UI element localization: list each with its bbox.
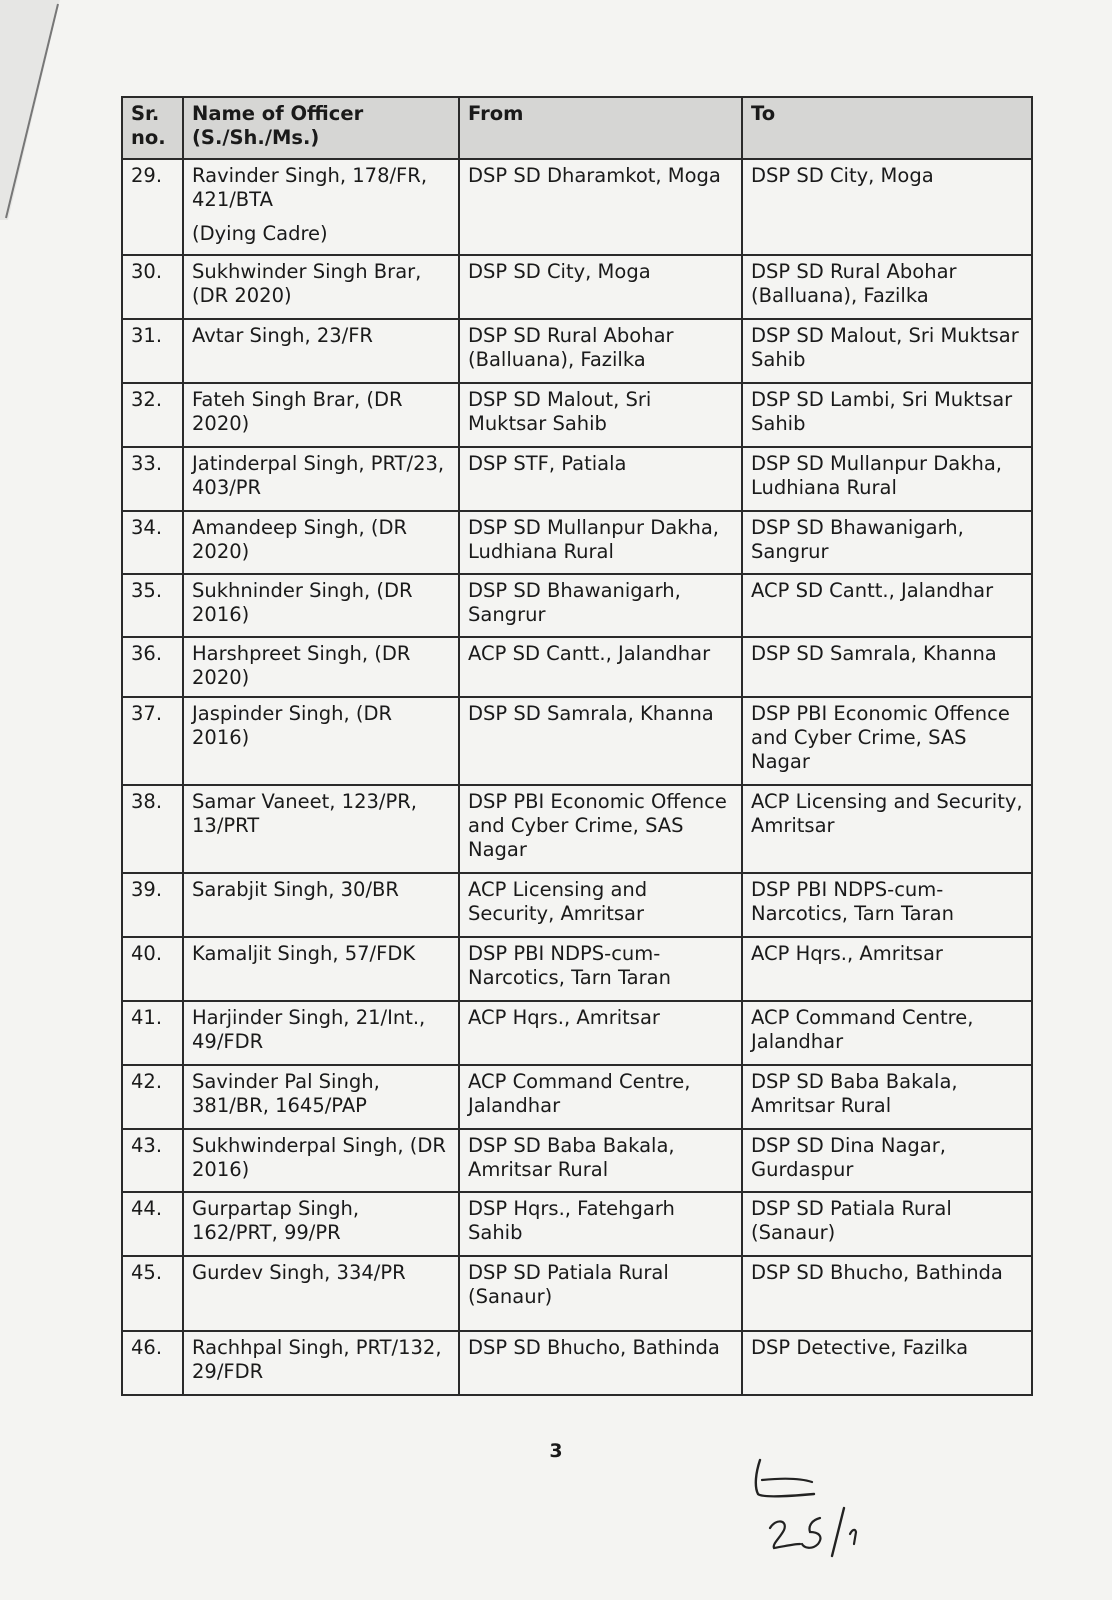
table-row	[122, 937, 1032, 1001]
cell-sr-no: 30.	[122, 255, 183, 319]
table-row	[122, 1065, 1032, 1129]
cell-to-posting: DSP SD Bhawanigarh, Sangrur	[742, 511, 1032, 574]
cell-sr-no: 36.	[122, 637, 183, 697]
cell-from-posting: DSP SD Bhawanigarh, Sangrur	[459, 574, 742, 637]
cell-sr-no: 44.	[122, 1192, 183, 1256]
cell-sr-no: 43.	[122, 1129, 183, 1192]
cell-from-posting: DSP SD Baba Bakala, Amritsar Rural	[459, 1129, 742, 1192]
cell-sr-no: 42.	[122, 1065, 183, 1129]
table-row	[122, 319, 1032, 383]
cell-from-posting: DSP SD Malout, Sri Muktsar Sahib	[459, 383, 742, 447]
cell-sr-no: 45.	[122, 1256, 183, 1331]
page-number: 3	[549, 1440, 563, 1462]
cell-sr-no: 34.	[122, 511, 183, 574]
cell-officer-name	[183, 447, 459, 511]
officer-name-text: Savinder Pal Singh, 381/BR, 1645/PAP	[192, 1070, 380, 1117]
table-row	[122, 1129, 1032, 1192]
officer-name-text: Jatinderpal Singh, PRT/23, 403/PR	[192, 452, 445, 499]
cell-to-posting: DSP SD Dina Nagar, Gurdaspur	[742, 1129, 1032, 1192]
officer-name-text: Sukhwinder Singh Brar, (DR 2020)	[192, 260, 422, 307]
cell-to-posting: DSP SD Rural Abohar (Balluana), Fazilka	[742, 255, 1032, 319]
officer-name-text: Gurpartap Singh, 162/PRT, 99/PR	[192, 1197, 360, 1244]
cell-from-posting: DSP SD Rural Abohar (Balluana), Fazilka	[459, 319, 742, 383]
table-row	[122, 159, 1032, 255]
cell-to-posting: DSP SD Malout, Sri Muktsar Sahib	[742, 319, 1032, 383]
cell-officer-name	[183, 574, 459, 637]
cell-officer-name	[183, 637, 459, 697]
cell-from-posting: ACP SD Cantt., Jalandhar	[459, 637, 742, 697]
officer-name-text: Jaspinder Singh, (DR 2016)	[192, 702, 393, 749]
cell-to-posting: DSP SD Lambi, Sri Muktsar Sahib	[742, 383, 1032, 447]
cell-to-posting: DSP PBI Economic Offence and Cyber Crime, SAS Nagar	[742, 697, 1032, 785]
officer-name-text: Harshpreet Singh, (DR 2020)	[192, 642, 411, 689]
cell-to-posting: DSP SD Patiala Rural (Sanaur)	[742, 1192, 1032, 1256]
table-row	[122, 447, 1032, 511]
officer-name-text: Harjinder Singh, 21/Int., 49/FDR	[192, 1006, 426, 1053]
cell-officer-name	[183, 383, 459, 447]
cell-from-posting: DSP PBI NDPS-cum-Narcotics, Tarn Taran	[459, 937, 742, 1001]
officer-name-text: Fateh Singh Brar, (DR 2020)	[192, 388, 403, 435]
cell-sr-no: 40.	[122, 937, 183, 1001]
table-row	[122, 1192, 1032, 1256]
cell-to-posting: ACP SD Cantt., Jalandhar	[742, 574, 1032, 637]
cell-officer-name	[183, 255, 459, 319]
cell-sr-no: 41.	[122, 1001, 183, 1065]
table-header-row	[122, 97, 1032, 159]
cell-officer-name	[183, 1001, 459, 1065]
cell-sr-no: 46.	[122, 1331, 183, 1395]
cell-sr-no: 33.	[122, 447, 183, 511]
cell-from-posting: DSP STF, Patiala	[459, 447, 742, 511]
table-row	[122, 511, 1032, 574]
cell-from-posting: ACP Licensing and Security, Amritsar	[459, 873, 742, 937]
cell-to-posting: ACP Licensing and Security, Amritsar	[742, 785, 1032, 873]
cell-to-posting: DSP SD Bhucho, Bathinda	[742, 1256, 1032, 1331]
table-row	[122, 1001, 1032, 1065]
cell-to-posting: ACP Hqrs., Amritsar	[742, 937, 1032, 1001]
cell-to-posting: DSP SD Mullanpur Dakha, Ludhiana Rural	[742, 447, 1032, 511]
header-officer-name: Name of Officer (S./Sh./Ms.)	[183, 97, 459, 159]
officer-name-text: Sarabjit Singh, 30/BR	[192, 878, 399, 901]
cell-officer-name	[183, 785, 459, 873]
cell-officer-name	[183, 319, 459, 383]
table-row	[122, 637, 1032, 697]
header-to: To	[742, 97, 1032, 159]
handwritten-signature	[752, 1452, 892, 1562]
cell-officer-name	[183, 511, 459, 574]
cell-sr-no: 37.	[122, 697, 183, 785]
cell-to-posting: DSP SD City, Moga	[742, 159, 1032, 255]
officer-name-text: Samar Vaneet, 123/PR, 13/PRT	[192, 790, 417, 837]
officer-name-text: Ravinder Singh, 178/FR, 421/BTA	[192, 164, 428, 211]
cell-to-posting: DSP PBI NDPS-cum-Narcotics, Tarn Taran	[742, 873, 1032, 937]
cell-officer-name	[183, 1065, 459, 1129]
table-row	[122, 785, 1032, 873]
cell-from-posting: DSP SD Dharamkot, Moga	[459, 159, 742, 255]
table-row	[122, 383, 1032, 447]
table-row	[122, 697, 1032, 785]
cell-officer-name	[183, 1256, 459, 1331]
cell-sr-no: 38.	[122, 785, 183, 873]
table-row	[122, 1256, 1032, 1331]
officer-name-text: Gurdev Singh, 334/PR	[192, 1261, 406, 1284]
cell-officer-name	[183, 937, 459, 1001]
cell-from-posting: DSP Hqrs., Fatehgarh Sahib	[459, 1192, 742, 1256]
officer-name-text: Sukhwinderpal Singh, (DR 2016)	[192, 1134, 446, 1181]
cell-to-posting: ACP Command Centre, Jalandhar	[742, 1001, 1032, 1065]
cell-from-posting: ACP Command Centre, Jalandhar	[459, 1065, 742, 1129]
cell-from-posting: DSP SD Mullanpur Dakha, Ludhiana Rural	[459, 511, 742, 574]
cell-from-posting: DSP PBI Economic Offence and Cyber Crime, SAS Nagar	[459, 785, 742, 873]
cell-to-posting: DSP SD Baba Bakala, Amritsar Rural	[742, 1065, 1032, 1129]
cell-from-posting: DSP SD Bhucho, Bathinda	[459, 1331, 742, 1395]
officer-name-text: Rachhpal Singh, PRT/132, 29/FDR	[192, 1336, 442, 1383]
cell-sr-no: 31.	[122, 319, 183, 383]
officer-name-text: Avtar Singh, 23/FR	[192, 324, 373, 347]
cell-from-posting: DSP SD City, Moga	[459, 255, 742, 319]
cell-from-posting: DSP SD Samrala, Khanna	[459, 697, 742, 785]
officer-cadre-note: (Dying Cadre)	[192, 222, 328, 245]
paper-edge-shadow	[0, 0, 60, 220]
cell-from-posting: DSP SD Patiala Rural (Sanaur)	[459, 1256, 742, 1331]
cell-officer-name	[183, 1192, 459, 1256]
cell-officer-name	[183, 1331, 459, 1395]
cell-sr-no: 39.	[122, 873, 183, 937]
cell-officer-name	[183, 159, 459, 255]
officer-name-text: Sukhninder Singh, (DR 2016)	[192, 579, 413, 626]
cell-to-posting: DSP SD Samrala, Khanna	[742, 637, 1032, 697]
table-row	[122, 873, 1032, 937]
cell-sr-no: 32.	[122, 383, 183, 447]
table-row	[122, 1331, 1032, 1395]
header-from: From	[459, 97, 742, 159]
cell-officer-name	[183, 1129, 459, 1192]
cell-sr-no: 35.	[122, 574, 183, 637]
cell-officer-name	[183, 697, 459, 785]
officer-name-text: Kamaljit Singh, 57/FDK	[192, 942, 416, 965]
transfer-table	[121, 96, 1033, 1396]
table-row	[122, 574, 1032, 637]
officer-name-text: Amandeep Singh, (DR 2020)	[192, 516, 408, 563]
cell-to-posting: DSP Detective, Fazilka	[742, 1331, 1032, 1395]
cell-sr-no: 29.	[122, 159, 183, 255]
cell-from-posting: ACP Hqrs., Amritsar	[459, 1001, 742, 1065]
table-row	[122, 255, 1032, 319]
cell-officer-name	[183, 873, 459, 937]
header-sr-no: Sr. no.	[122, 97, 183, 159]
